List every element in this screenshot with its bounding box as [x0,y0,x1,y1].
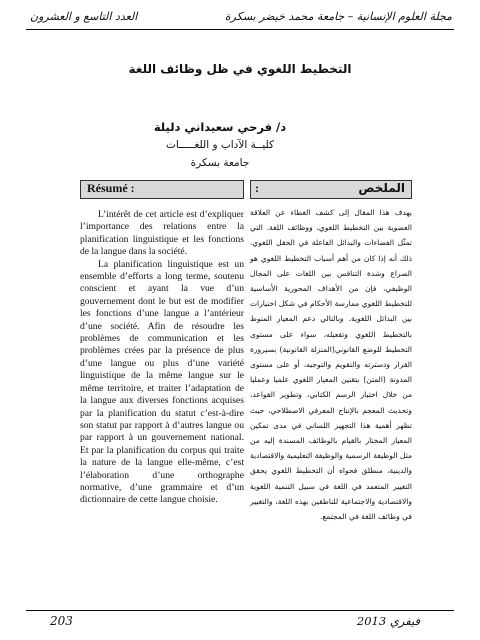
author-name: د/ فرحي سعيداني دليلة [153,120,287,134]
author-block [150,118,290,172]
mulakhas-paragraph: يهدف هذا المقال إلى كشف الغطاء عن العلاقة العضوية بين التخطيط اللغوي، ووظائف اللغة. التي تمثّل الفضاءات والبدائل الفاعلة في الحقل اللغوي. ذلك أنه إذا كان من أهم أسباب التخطيط اللغوي هو الصراع وشدة التنافس بين اللغات على المجال الوظيفي، فإن من الأهداف المحورية الأساسية للتخطيط اللغوي ممارسة الأحكام في شكل اختيارات بين البدائل اللغوية. وبالتالي دعم المعيار المنوط بالتخطيط اللغوي وتفعيله، سواء على مستوى التخطيط للوضع القانوني(المنزلة القانونية) بسيرورة القرار ودسترته والتقويم والتوجيه، أو على مستوى المدونة (المتن) بتقنين المعيار اللغوي علميا وعمليا من خلال اختيار الرسم الكتابي، وتطوير القواعد، وتحديث المعجم بالإنتاج المعرفي الاصطلاحي، حيث تظهر أهمية هذا التجهيز اللساني في مدى تمكين المعيار المختار بالقيام بالوظائف المسندة إليه من مثل الوظيفة الرسمية والوظيفة التعليمية والاقتصادية والدينية، منطلق فحواه أن التخطيط اللغوي يحقق التغيير المتعمد في اللغة في سبيل التنمية اللغوية والاقتصادية والاجتماعية للناطقين بهذه اللغة، والتغيير في وظائف اللغة في المجتمع. [250,208,412,522]
footer-rule [26,610,454,611]
article-title: التخطيط اللغوي في ظل وظائف اللغة [128,62,352,76]
author-university: جامعة بسكرة [190,157,250,169]
journal-name: مجلة العلوم الإنسانية – جامعة محمد خيضر بسكرة [224,10,452,23]
issue-label: العدد التاسع و العشرون [30,10,138,23]
mulakhas-heading-box [250,180,412,199]
header-rule [26,29,454,30]
page-number: 203 [50,614,73,628]
resume-body [80,209,244,507]
issue-date: فيفري 2013 [356,614,420,628]
resume-column [80,180,244,590]
running-header [30,10,452,30]
mulakhas-heading: الملخص [358,181,405,195]
mulakhas-column [250,180,412,590]
mulakhas-colon: : [255,181,259,195]
author-faculty: كليــة الآداب و اللغـــــات [165,139,274,151]
mulakhas-body [250,205,412,524]
resume-heading: Résumé : [87,181,135,195]
resume-paragraph-1: L’intérêt de cet article est d’expliquer l’importance des relations entre la planification linguistique et les fonctions de la langue dans la société. [80,209,244,258]
resume-heading-box [80,180,244,199]
resume-paragraph-2: La planification linguistique est un ensemble d’efforts a long terme, soutenu conscient et ayant la vue d’un gouvernement dont le but est de modifier les fonctions d’une langue a l’antérieur d’une société. Afin de résoudre les problèmes de communication et les problèmes crées par la présence de plus d’une langue ou plus d’une variété linguistique de la même langue sur le même territoire, et traiter l’adaptation de la langue aux diverses fonctions acquises par la planification du statut c’est-à-dire son statut par rapport à d’autres langue ou par rapport à un gouvernement national. Et par la planification du corpus qui traite la nature de la langue elle-même, c’est l’élaboration d’une orthographe normative, d’une grammaire et d’un dictionnaire de cette langue choisie. [80,258,244,506]
